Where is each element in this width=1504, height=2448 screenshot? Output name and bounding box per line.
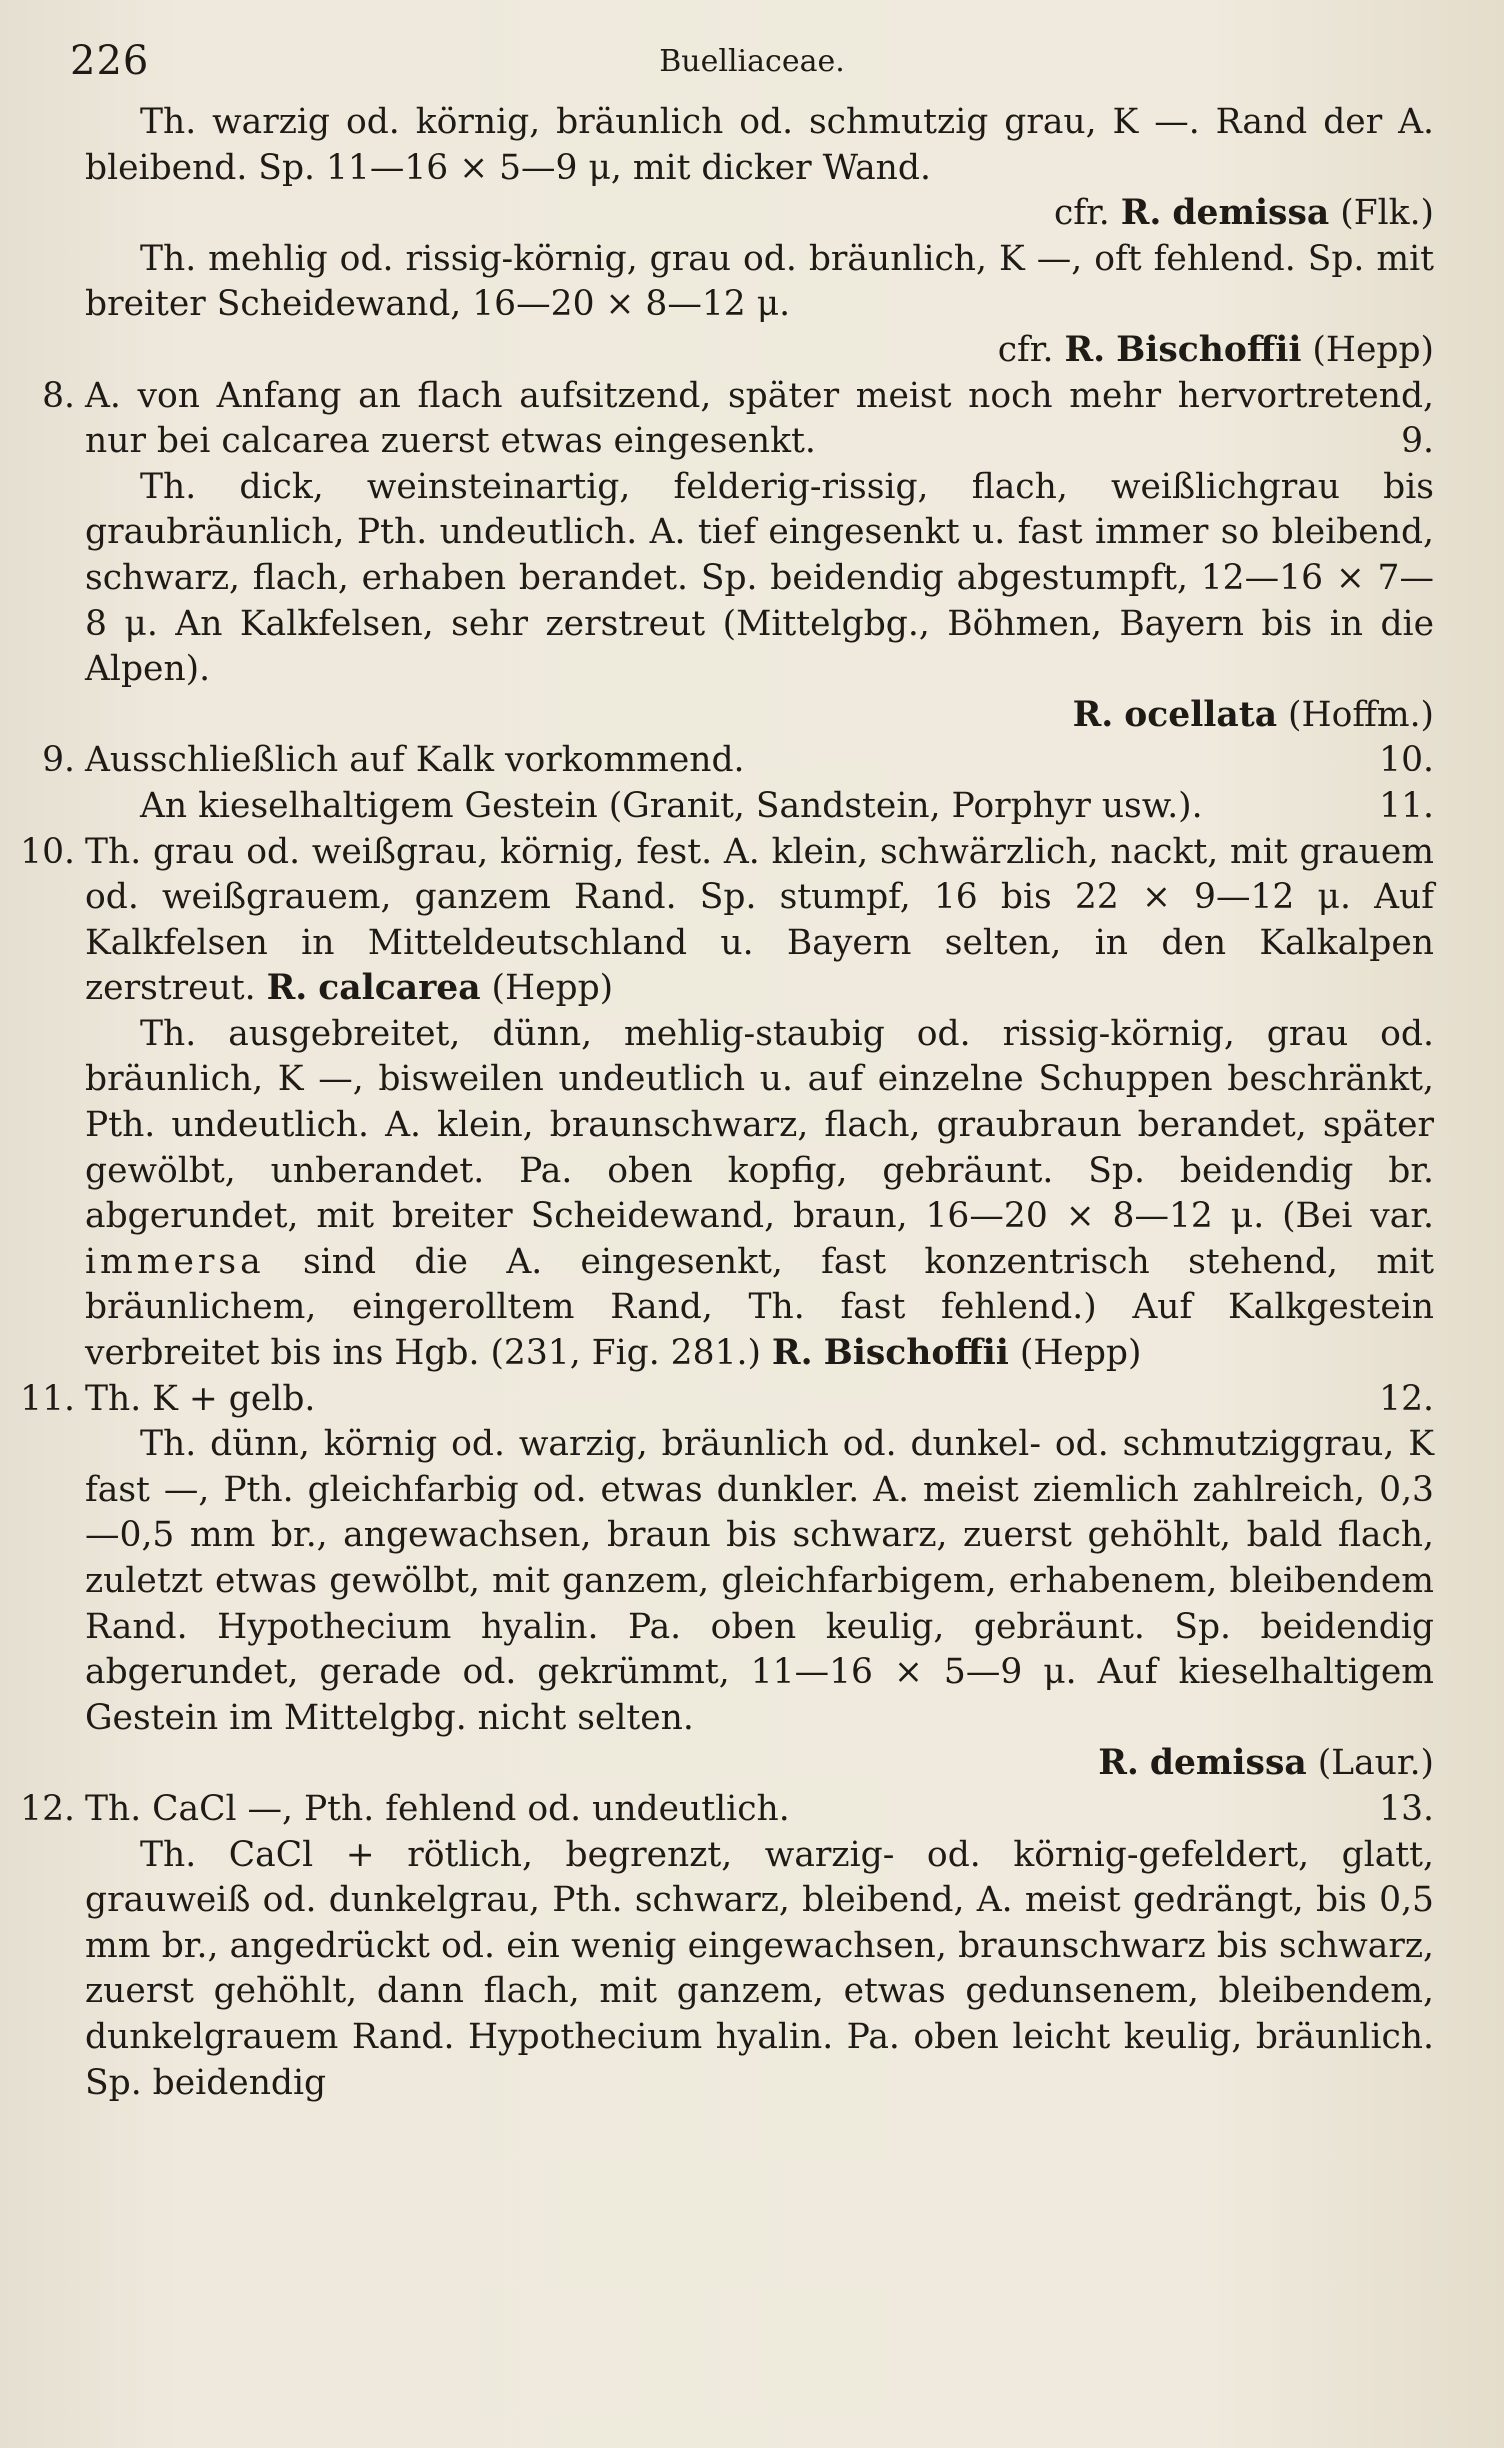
- key-paragraph: Th. CaCl + rötlich, begrenzt, warzig- od. körnig-gefeldert, glatt, grauweiß od. dunkelgrau, Pth. schwarz, bleibend, A. meist gedrängt, bis 0,5 mm br., angedrückt od. ein wenig eingewachsen, braunschwarz bis schwarz, zuerst gehöhlt, dann flach, mit ganzem, etwas gedunsenem, bleibendem, dunkelgrauem Rand. Hypothecium hyalin. Pa. oben leicht keulig, bräunlich. Sp. beidendig: [85, 1834, 1434, 2103]
- key-couplet: 12. Th. CaCl —, Pth. fehlend od. undeutlich. 13.: [85, 1787, 1434, 1833]
- page-number: 226: [70, 38, 150, 84]
- page-header: [70, 28, 1434, 98]
- couplet-reference: 10.: [1379, 740, 1434, 781]
- species-name-line: R. ocellata (Hoffm.): [1072, 694, 1434, 735]
- key-paragraph: Th. dünn, körnig od. warzig, bräunlich od. dunkel- od. schmutziggrau, K fast —, Pth. gleichfarbig od. etwas dunkler. A. meist ziemlich zahlreich, 0,3—0,5 mm br., angewachsen, braun bis schwarz, zuerst gehöhlt, bald flach, zuletzt etwas gewölbt, mit ganzem, gleichfarbigem, erhabenem, bleibendem Rand. Hypothecium hyalin. Pa. oben keulig, gebräunt. Sp. beidendig abgerundet, gerade od. gekrümmt, 11—16 × 5—9 μ. Auf kieselhaltigem Gestein im Mittelgbg. nicht selten.: [85, 1424, 1434, 1738]
- key-paragraph: Th. mehlig od. rissig-körnig, grau od. bräunlich, K —, oft fehlend. Sp. mit breiter Scheidewand, 16—20 × 8—12 μ.: [85, 238, 1434, 325]
- key-paragraph: Th. dick, weinsteinartig, felderig-rissig, flach, weißlichgrau bis graubräunlich, Pth. undeutlich. A. tief eingesenkt u. fast immer so bleibend, schwarz, flach, erhaben berandet. Sp. beidendig abgestumpft, 12—16 × 7—8 μ. An Kalkfelsen, sehr zerstreut (Mittelgbg., Böhmen, Bayern bis in die Alpen).: [85, 466, 1434, 690]
- couplet-number: 11.: [20, 1378, 75, 1419]
- couplet-reference: 9.: [1401, 421, 1434, 462]
- couplet-reference: 12.: [1379, 1378, 1434, 1419]
- key-text: [20, 100, 1434, 2106]
- key-paragraph: An kieselhaltigem Gestein (Granit, Sandstein, Porphyr usw.). 11.: [85, 784, 1434, 830]
- couplet-number: 12.: [20, 1788, 75, 1829]
- couplet-reference: 11.: [1379, 785, 1434, 826]
- key-couplet: 8. A. von Anfang an flach aufsitzend, später meist noch mehr hervortretend, nur bei calcarea zuerst etwas eingesenkt. 9.: [85, 374, 1434, 465]
- running-head: Buelliaceae.: [659, 44, 845, 79]
- couplet-number: 10.: [20, 831, 75, 872]
- key-couplet: 10. Th. grau od. weißgrau, körnig, fest. A. klein, schwärzlich, nackt, mit grauem od. weißgrauem, ganzem Rand. Sp. stumpf, 16 bis 22 × 9—12 μ. Auf Kalkfelsen in Mitteldeutschland u. Bayern selten, in den Kalkalpen zerstreut. R. calcarea (Hepp): [85, 830, 1434, 1012]
- species-name-line: cfr. R. demissa (Flk.): [1053, 193, 1434, 234]
- key-paragraph: Th. warzig od. körnig, bräunlich od. schmutzig grau, K —. Rand der A. bleibend. Sp. 11—16 × 5—9 μ, mit dicker Wand.: [85, 102, 1434, 188]
- species-name-line: cfr. R. Bischoffii (Hepp): [997, 329, 1434, 370]
- key-paragraph: Th. ausgebreitet, dünn, mehlig-staubig od. rissig-körnig, grau od. bräunlich, K —, bisweilen undeutlich u. auf einzelne Schuppen beschränkt, Pth. undeutlich. A. klein, braunschwarz, flach, graubraun berandet, später gewölbt, unberandet. Pa. oben kopfig, gebräunt. Sp. beidendig br. abgerundet, mit breiter Scheidewand, braun, 16—20 × 8—12 μ. (Bei var. immersa sind die A. eingesenkt, fast konzentrisch stehend, mit bräunlichem, eingerolltem Rand, Th. fast fehlend.) Auf Kalkgestein verbreitet bis ins Hgb. (231, Fig. 281.) R. Bischoffii (Hepp): [85, 1013, 1434, 1374]
- key-couplet: 11. Th. K + gelb. 12.: [85, 1377, 1434, 1423]
- species-name-line: R. demissa (Laur.): [1098, 1743, 1434, 1784]
- couplet-number: 8.: [42, 375, 75, 416]
- couplet-reference: 13.: [1379, 1788, 1434, 1829]
- couplet-number: 9.: [42, 740, 75, 781]
- key-couplet: 9. Ausschließlich auf Kalk vorkommend. 10.: [85, 738, 1434, 784]
